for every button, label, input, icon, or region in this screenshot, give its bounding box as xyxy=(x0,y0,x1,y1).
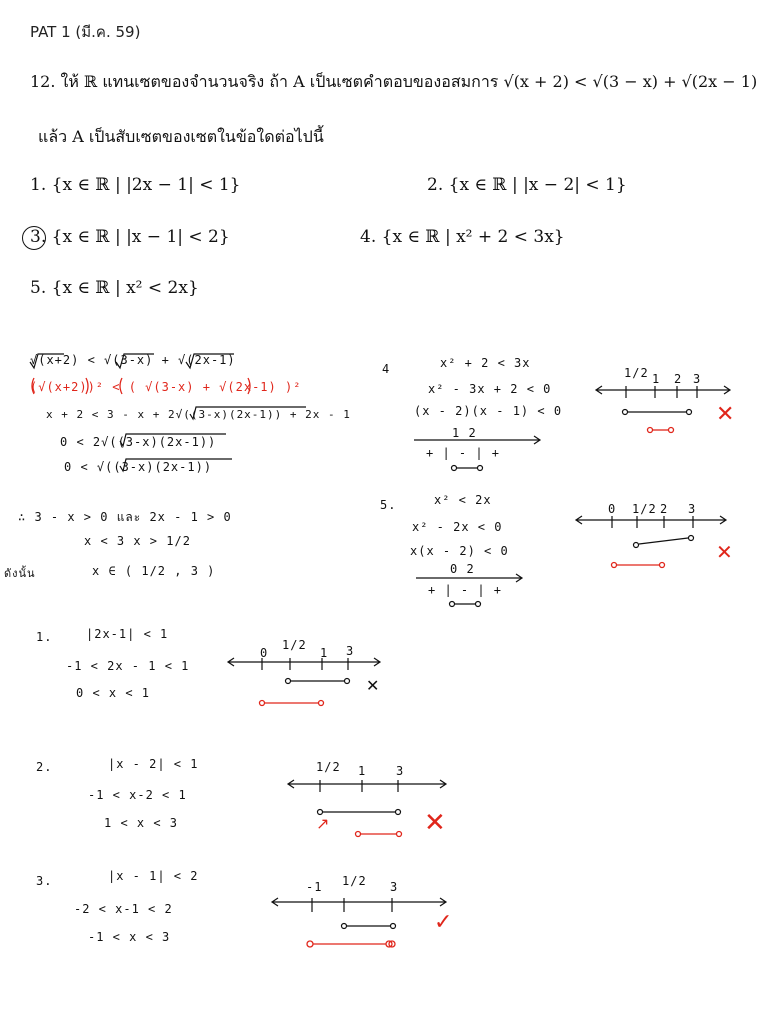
c4-tick-1: 1 xyxy=(652,372,661,386)
c5-line-1: x² < 2x xyxy=(434,493,492,507)
c2-line-3: 1 < x < 3 xyxy=(104,816,179,830)
choice-2: 2. {x ∈ ℝ | |x − 2| < 1} xyxy=(427,175,627,195)
c1-tick-0: 0 xyxy=(260,646,269,660)
c4-label: 4 xyxy=(382,362,391,376)
c1-tick-2: 1 xyxy=(320,646,329,660)
c2-line-2: -1 < x-2 < 1 xyxy=(88,788,187,802)
c1-wrong-mark: ✕ xyxy=(366,676,380,695)
c5-tick-2: 2 xyxy=(660,502,669,516)
c2-line-1: |x - 2| < 1 xyxy=(108,757,199,771)
c5-sign-roots: 0 2 xyxy=(450,562,475,576)
c3-tick-0: -1 xyxy=(306,880,323,894)
c3-correct-mark: ✓ xyxy=(434,910,453,935)
condition-line-2: x < 3 x > 1/2 xyxy=(84,534,191,548)
c1-tick-3: 3 xyxy=(346,644,355,658)
c4-line-2: x² - 3x + 2 < 0 xyxy=(428,382,552,396)
question-line-2: แล้ว A เป็นสับเซตของเซตในข้อใดต่อไปนี้ xyxy=(38,127,324,146)
c2-tick-2: 3 xyxy=(396,764,405,778)
work-step-1: √(x+2) < √(3-x) + √(2x-1) xyxy=(30,353,236,367)
c3-line-2: -2 < x-1 < 2 xyxy=(74,902,173,916)
c2-tick-1: 1 xyxy=(358,764,367,778)
c1-line-2: -1 < 2x - 1 < 1 xyxy=(66,659,190,673)
c5-line-3: x(x - 2) < 0 xyxy=(410,544,509,558)
c3-line-1: |x - 1| < 2 xyxy=(108,869,199,883)
work-step-5: 0 < √((3-x)(2x-1)) xyxy=(64,460,213,474)
c5-tick-1: 1/2 xyxy=(632,502,657,516)
work-step-3: x + 2 < 3 - x + 2√((3-x)(2x-1)) + 2x - 1 xyxy=(46,408,351,421)
c5-wrong-mark: ✕ xyxy=(716,540,733,564)
c4-wrong-mark: ✕ xyxy=(716,402,735,427)
c2-tick-0: 1/2 xyxy=(316,760,341,774)
c4-tick-2: 2 xyxy=(674,372,683,386)
choice-1: 1. {x ∈ ℝ | |2x − 1| < 1} xyxy=(30,175,241,195)
choice-4: 4. {x ∈ ℝ | x² + 2 < 3x} xyxy=(360,227,565,247)
c1-line-3: 0 < x < 1 xyxy=(76,686,151,700)
work-step-2: (√(x+2))² < ( √(3-x) + √(2x-1) )² xyxy=(30,380,302,394)
c1-tick-1: 1/2 xyxy=(282,638,307,652)
c4-tick-0: 1/2 xyxy=(624,366,649,380)
c4-line-3: (x - 2)(x - 1) < 0 xyxy=(414,404,563,418)
work-step-4: 0 < 2√((3-x)(2x-1)) xyxy=(60,435,217,449)
c4-line-1: x² + 2 < 3x xyxy=(440,356,531,370)
c3-tick-1: 1/2 xyxy=(342,874,367,888)
c2-wrong-mark: ✕ xyxy=(424,808,446,838)
choice-5: 5. {x ∈ ℝ | x² < 2x} xyxy=(30,278,199,298)
c5-sign-chart: + | - | + xyxy=(428,583,503,597)
c3-line-3: -1 < x < 3 xyxy=(88,930,171,944)
c3-label: 3. xyxy=(36,874,53,888)
c2-label: 2. xyxy=(36,760,53,774)
choice-3: 3. {x ∈ ℝ | |x − 1| < 2} xyxy=(30,227,230,247)
c1-line-1: |2x-1| < 1 xyxy=(86,627,169,641)
c4-sign-chart: + | - | + xyxy=(426,446,501,460)
c5-tick-0: 0 xyxy=(608,502,617,516)
c1-label: 1. xyxy=(36,630,53,644)
c4-tick-3: 3 xyxy=(693,372,702,386)
c3-tick-2: 3 xyxy=(390,880,399,894)
question-line-1: 12. ให้ ℝ แทนเซตของจำนวนจริง ถ้า A เป็นเซตคำตอบของอสมการ √(x + 2) < √(3 − x) + √(2x − 1) xyxy=(30,72,758,91)
c5-tick-3: 3 xyxy=(688,502,697,516)
c2-arrow-mark: ↗ xyxy=(316,814,330,833)
conclusion-label: ดังนั้น xyxy=(4,567,36,580)
condition-line-1: ∴ 3 - x > 0 และ 2x - 1 > 0 xyxy=(18,510,232,524)
conclusion-interval: x ∈ ( 1/2 , 3 ) xyxy=(92,564,216,578)
c5-label: 5. xyxy=(380,498,397,512)
c5-line-2: x² - 2x < 0 xyxy=(412,520,503,534)
c4-sign-roots: 1 2 xyxy=(452,426,477,440)
page-header: PAT 1 (มี.ค. 59) xyxy=(30,23,141,41)
